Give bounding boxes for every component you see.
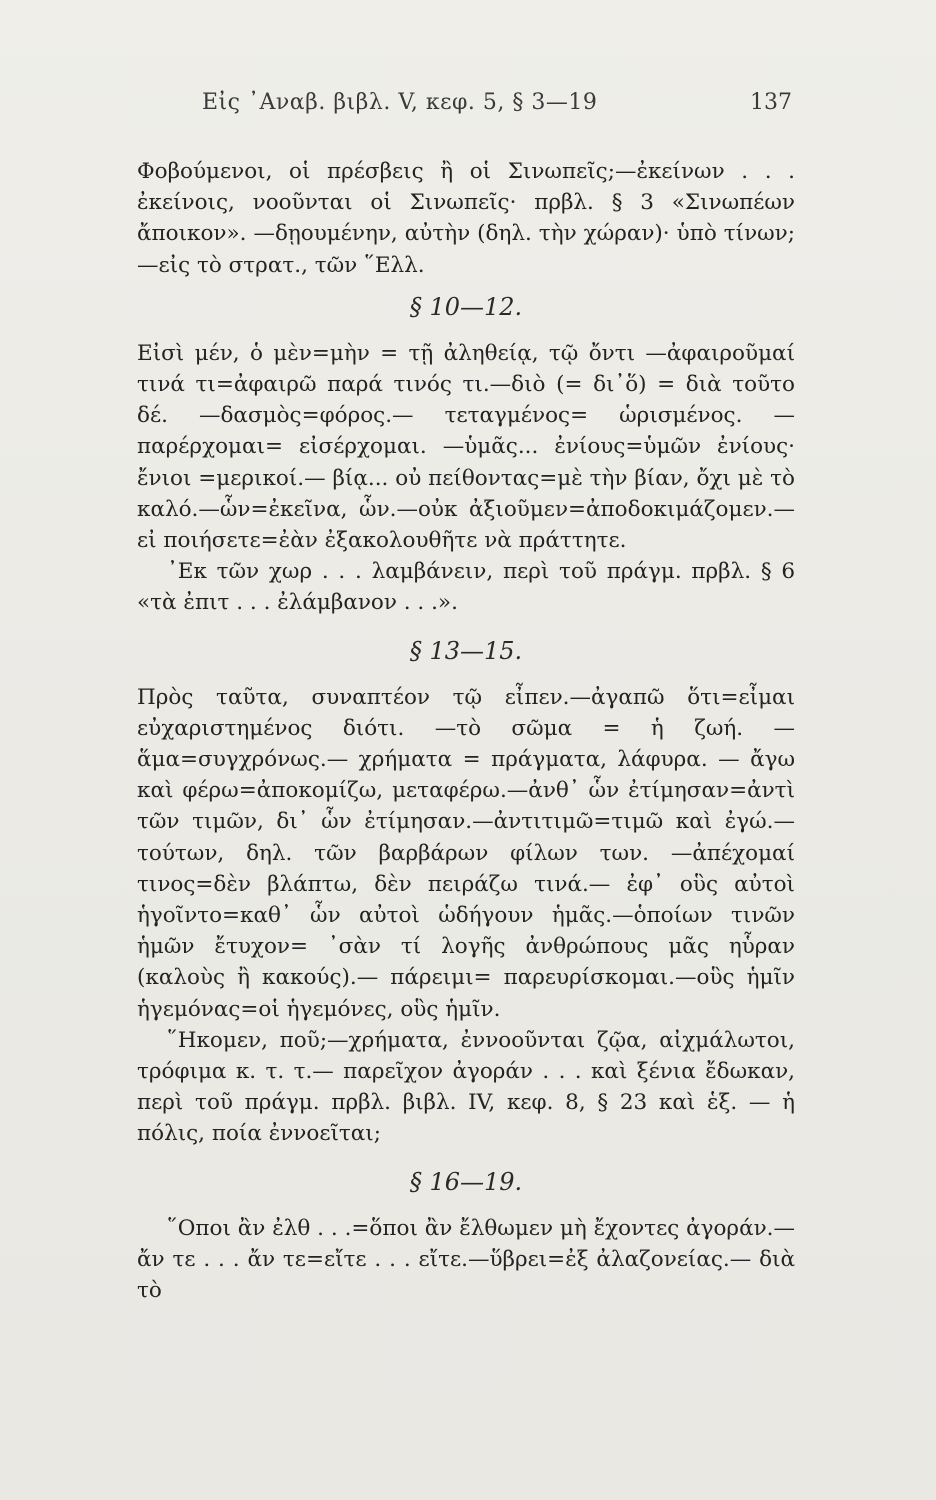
page-number: 137 [750,90,792,115]
commentary-text [137,156,795,1306]
paragraph: Εἰσὶ μέν, ὁ μὲν=μὴν = τῇ ἀληθείᾳ, τῷ ὄντι —ἀφαιροῦμαί τινά τι=ἀφαιρῶ παρά τινός τι.—διὸ (= δι᾿ὅ) = διὰ τοῦτο δέ. —δασμὸς=φόρος.— τεταγμένος= ὡρισμένος. — παρέρχομαι= εἰσέρχομαι. —ὑμᾶς... ἐνίους=ὑμῶν ἐνίους· ἔνιοι =μερικοί.— βίᾳ... οὐ πείθοντας=μὲ τὴν βίαν, ὄχι μὲ τὸ καλό.—ὧν=ἐκεῖνα, ὧν.—οὐκ ἀξιοῦμεν=ἀποδοκιμάζομεν.—εἰ ποιήσετε=ἐὰν ἐξακολουθῆτε νὰ πράττητε. [137,340,795,554]
section-heading: § 10—12. [409,292,523,321]
paragraph: ῞Ηκομεν, ποῦ;—χρήματα, ἐννοοῦνται ζῷα, αἰχμάλωτοι, τρόφιμα κ. τ. τ.— παρεῖχον ἀγοράν . . . καὶ ξένια ἔδωκαν, περὶ τοῦ πράγμ. πρβλ. βιβλ. IV, κεφ. 8, § 23 καὶ ἑξ. — ἡ πόλις, ποία ἐννοεῖται; [137,1027,795,1147]
section-heading: § 13—15. [409,636,523,665]
paragraph: ᾿Εκ τῶν χωρ . . . λαμβάνειν, περὶ τοῦ πράγμ. πρβλ. § 6 «τὰ ἐπιτ . . . ἐλάμβανον . . .». [137,559,795,616]
paragraph: ῞Οποι ἂν ἐλθ . . .=ὅποι ἂν ἔλθωμεν μὴ ἔχοντες ἀγοράν.— ἄν τε . . . ἄν τε=εἴτε . . . εἴτε.—ὕβρει=ἐξ ἀλαζονείας.— διὰ τὸ [137,1215,795,1304]
page-header [202,90,792,130]
running-head: Εἰς ᾿Αναβ. βιβλ. V, κεφ. 5, § 3—19 [202,90,598,115]
paragraph: Πρὸς ταῦτα, συναπτέον τῷ εἶπεν.—ἀγαπῶ ὅτι=εἶμαι εὐχαριστημένος διότι. —τὸ σῶμα = ἡ ζωή. — ἅμα=συγχρόνως.— χρήματα = πράγματα, λάφυρα. — ἄγω καὶ φέρω=ἀποκομίζω, μεταφέρω.—ἀνθ᾿ ὧν ἐτίμησαν=ἀντὶ τῶν τιμῶν, δι᾿ ὧν ἐτίμησαν.—ἀντιτιμῶ=τιμῶ καὶ ἐγώ.—τούτων, δηλ. τῶν βαρβάρων φίλων των. —ἀπέχομαί τινος=δὲν βλάπτω, δὲν πειράζω τινά.— ἐφ᾿ οὓς αὐτοὶ ἡγοῖντο=καθ᾿ ὧν αὐτοὶ ὡδήγουν ἡμᾶς.—ὁποίων τινῶν ἡμῶν ἔτυχον= ᾿σὰν τί λογῆς ἀνθρώπους μᾶς ηὗραν (καλοὺς ἢ κακούς).— πάρειμι= παρευρίσκομαι.—οὓς ἡμῖν ἡγεμόνας=οἱ ἡγεμόνες, οὓς ἡμῖν. [137,684,795,1022]
paragraph: Φοβούμενοι, οἱ πρέσβεις ἢ οἱ Σινωπεῖς;—ἐκείνων . . . ἐκείνοις, νοοῦνται οἱ Σινωπεῖς· πρβλ. § 3 «Σινωπέων ἄποικον». —δῃουμένην, αὐτὴν (δηλ. τὴν χώραν)· ὑπὸ τίνων;—εἰς τὸ στρατ., τῶν ῞Ελλ. [137,159,795,278]
section-heading: § 16—19. [409,1167,523,1196]
